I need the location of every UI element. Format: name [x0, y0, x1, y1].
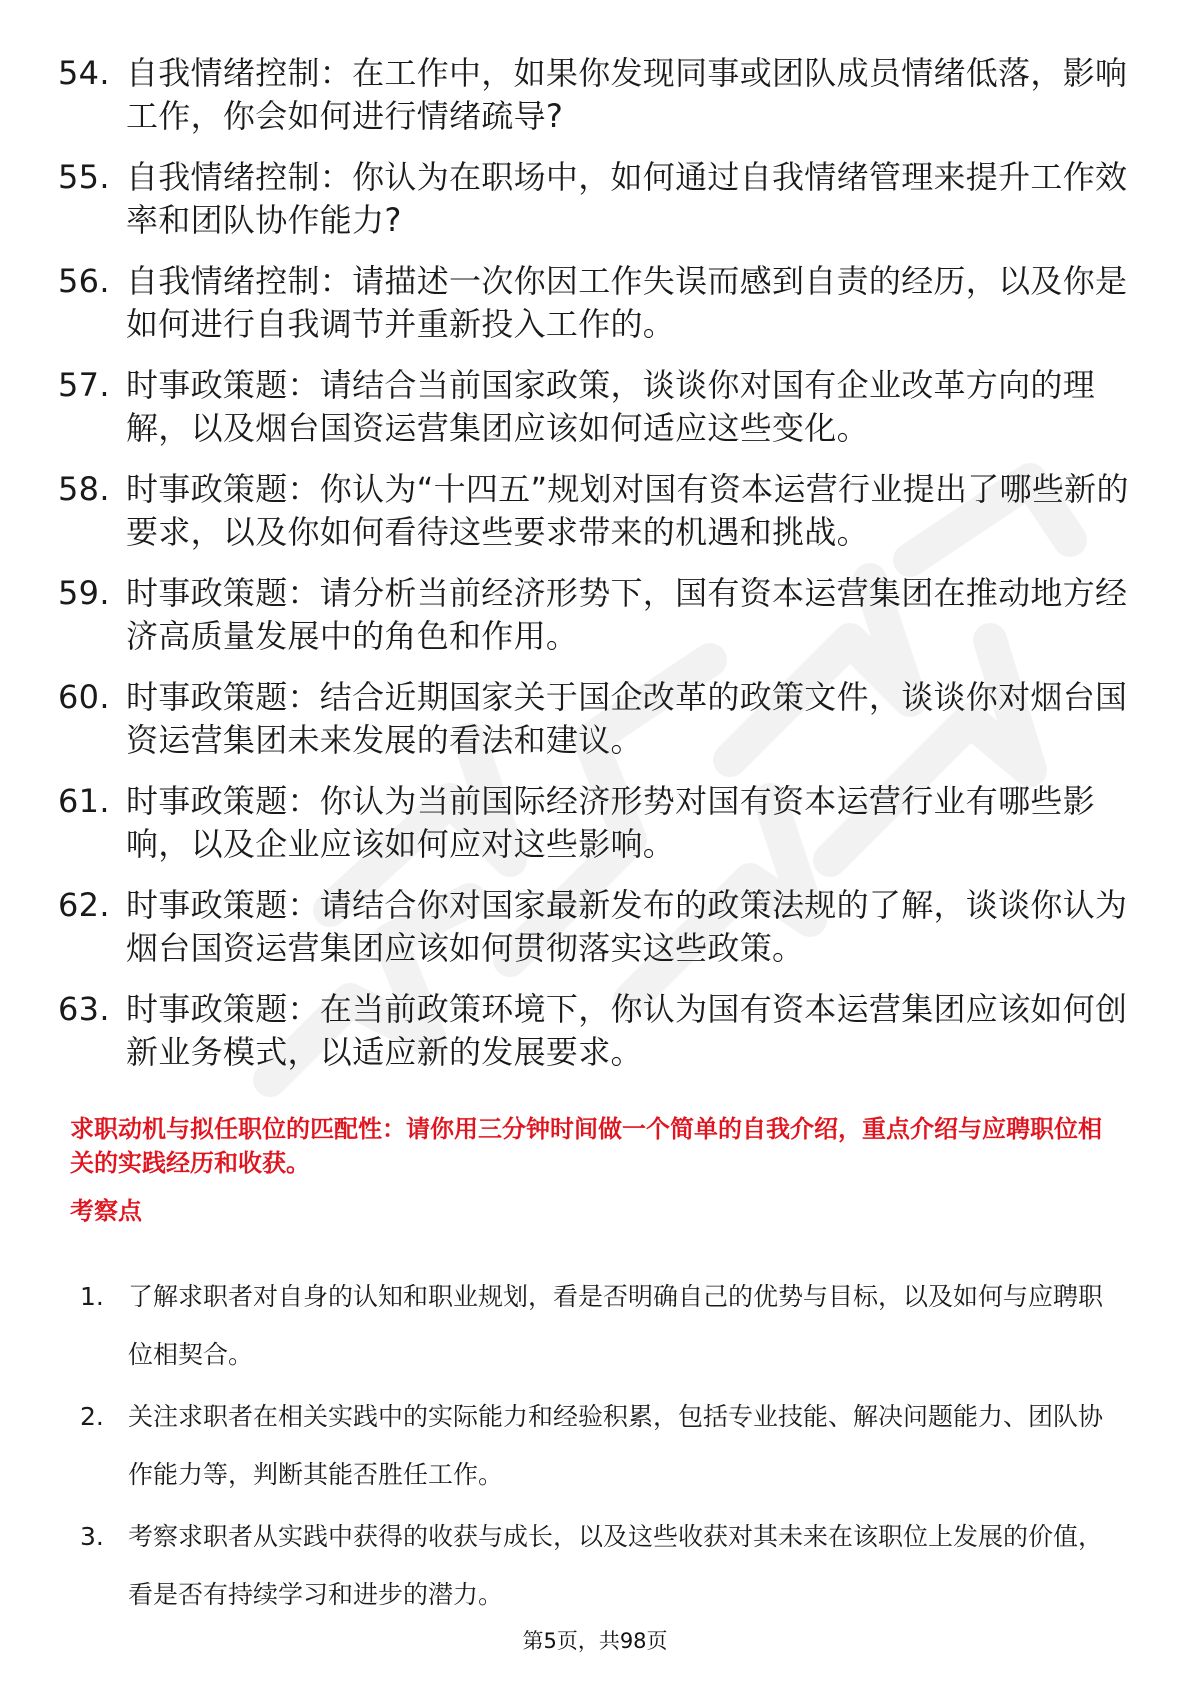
list-item	[58, 988, 1138, 1074]
item-number: 2.	[80, 1402, 104, 1431]
list-item	[58, 156, 1138, 242]
list-item	[58, 260, 1138, 346]
item-text: 关注求职者在相关实践中的实际能力和经验积累，包括专业技能、解决问题能力、团队协作能力等，判断其能否胜任工作。	[128, 1402, 1104, 1489]
item-number: 60.	[58, 678, 110, 716]
list-item	[58, 52, 1138, 138]
item-text: 了解求职者对自身的认知和职业规划，看是否明确自己的优势与目标，以及如何与应聘职位相契合。	[128, 1282, 1104, 1369]
list-item	[58, 572, 1138, 658]
item-text: 时事政策题：请结合你对国家最新发布的政策法规的了解，谈谈你认为烟台国资运营集团应该如何贯彻落实这些政策。	[126, 886, 1128, 967]
item-number: 58.	[58, 470, 110, 508]
list-item	[58, 468, 1138, 554]
section-title: 考察点	[70, 1197, 142, 1225]
item-text: 时事政策题：请结合当前国家政策，谈谈你对国有企业改革方向的理解，以及烟台国资运营集团应该如何适应这些变化。	[126, 366, 1096, 447]
item-number: 56.	[58, 262, 110, 300]
item-text: 时事政策题：在当前政策环境下，你认为国有资本运营集团应该如何创新业务模式，以适应新的发展要求。	[126, 990, 1128, 1071]
item-text: 自我情绪控制：请描述一次你因工作失误而感到自责的经历，以及你是如何进行自我调节并重新投入工作的。	[126, 262, 1128, 343]
item-number: 63.	[58, 990, 110, 1028]
page-number: 第5页，共98页	[522, 1629, 668, 1653]
item-number: 62.	[58, 886, 110, 924]
question-list	[58, 52, 1138, 1092]
item-number: 57.	[58, 366, 110, 404]
assessment-points-list	[80, 1268, 1120, 1628]
item-number: 55.	[58, 158, 110, 196]
item-number: 1.	[80, 1282, 104, 1311]
item-text: 自我情绪控制：你认为在职场中，如何通过自我情绪管理来提升工作效率和团队协作能力?	[126, 158, 1128, 239]
list-item	[58, 676, 1138, 762]
highlighted-question: 求职动机与拟任职位的匹配性：请你用三分钟时间做一个简单的自我介绍，重点介绍与应聘职位相关的实践经历和收获。	[70, 1115, 1102, 1177]
item-text: 时事政策题：你认为当前国际经济形势对国有资本运营行业有哪些影响，以及企业应该如何应对这些影响。	[126, 782, 1096, 863]
item-number: 3.	[80, 1522, 104, 1551]
item-text: 时事政策题：请分析当前经济形势下，国有资本运营集团在推动地方经济高质量发展中的角色和作用。	[126, 574, 1128, 655]
list-item	[80, 1508, 1120, 1624]
list-item	[80, 1268, 1120, 1384]
item-text: 考察求职者从实践中获得的收获与成长，以及这些收获对其未来在该职位上发展的价值，看是否有持续学习和进步的潜力。	[128, 1522, 1104, 1609]
item-number: 54.	[58, 54, 110, 92]
item-number: 61.	[58, 782, 110, 820]
list-item	[80, 1388, 1120, 1504]
list-item	[58, 884, 1138, 970]
item-text: 自我情绪控制：在工作中，如果你发现同事或团队成员情绪低落，影响工作，你会如何进行情绪疏导?	[126, 54, 1128, 135]
item-number: 59.	[58, 574, 110, 612]
list-item	[58, 780, 1138, 866]
list-item	[58, 364, 1138, 450]
item-text: 时事政策题：结合近期国家关于国企改革的政策文件，谈谈你对烟台国资运营集团未来发展的看法和建议。	[126, 678, 1128, 759]
item-text: 时事政策题：你认为“十四五”规划对国有资本运营行业提出了哪些新的要求，以及你如何看待这些要求带来的机遇和挑战。	[126, 470, 1129, 551]
